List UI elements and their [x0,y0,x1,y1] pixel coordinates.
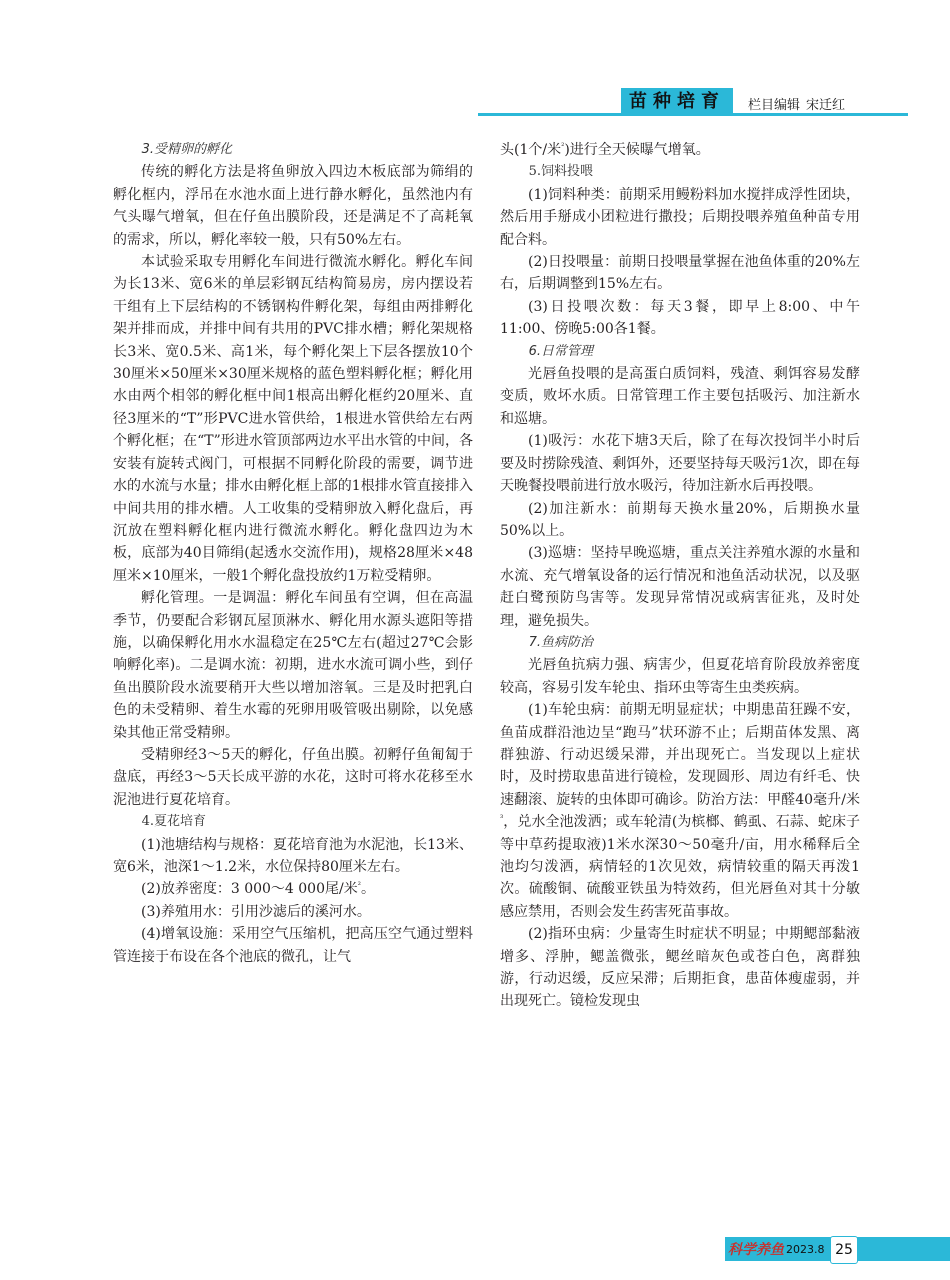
paragraph: 光唇鱼抗病力强、病害少，但夏花培育阶段放养密度较高，容易引发车轮虫、指环虫等寄生虫类疾病。 [500,657,860,696]
page-number: 25 [830,1236,858,1264]
editor-name: 宋迁红 [806,98,846,113]
paragraph: (2)加注新水：前期每天换水量20%，后期换水量50%以上。 [500,500,860,539]
right-column [500,139,860,1013]
paragraph: 光唇鱼投喂的是高蛋白质饲料，残渣、剩饵容易发酵变质，败坏水质。日常管理工作主要包括吸污、加注新水和巡塘。 [500,366,860,427]
left-column [113,139,473,968]
paragraph: (4)增氧设施：采用空气压缩机，把高压空气通过塑料管连接于布设在各个池底的微孔，让气 [113,926,473,965]
editor-label: 栏目编辑 [748,98,801,113]
column-title: 苗种培育 [621,88,733,116]
column-editor [748,94,845,113]
paragraph: (1)饲料种类：前期采用鳗粉料加水搅拌成浮性团块，然后用手掰成小团粒进行撒投；后期投喂养殖鱼种苗专用配合料。 [500,186,860,248]
section-heading: 4.夏花培育 [141,814,206,830]
paragraph: 受精卵经3～5天的孵化，仔鱼出膜。初孵仔鱼匍匐于盘底，再经3～5天长成平游的水花，这时可将水花移至水泥池进行夏花培育。 [113,746,473,808]
paragraph: (1)池塘结构与规格：夏花培育池为水泥池，长13米、宽6米，池深1～1.2米，水位保持80厘米左右。 [113,836,473,875]
paragraph: 孵化管理。一是调温：孵化车间虽有空调，但在高温季节，仍要配合彩钢瓦屋顶淋水、孵化用水源头遮阳等措施，以确保孵化用水水温稳定在25℃左右(超过27℃会影响孵化率)。二是调水流：初期，进水水流可调小些，到仔鱼出膜阶段水流要稍开大些以增加溶氧。三是及时把乳白色的未受精卵、着生水霉的死卵用吸管吸出剔除，以免感染其他正常受精卵。 [113,590,473,741]
paragraph: (1)车轮虫病：前期无明显症状；中期患苗狂躁不安，鱼苗成群沿池边呈“跑马”状环游不止；后期苗体发黑、离群独游、行动迟缓呆滞，并出现死亡。当发现以上症状时，及时捞取患苗进行镜检，发现圆形、周边有纤毛、快速翻滚、旋转的虫体即可确诊。防治方法：甲醛40毫升/米$^{^3}$，兑水全池泼洒；或车轮清(为槟榔、鹤虱、石蒜、蛇床子等中草药提取液)1米水深30～50毫升/亩，用水稀释后全池均匀泼洒，病情轻的1次见效，病情较重的隔天再泼1次。硫酸铜、硫酸亚铁虽为特效药，但光唇鱼对其十分敏感应禁用，否则会发生药害死苗事故。 [500,702,860,920]
section-heading: 3.受精卵的孵化 [141,142,232,157]
section-heading: 6.日常管理 [528,343,593,359]
section-heading: 5.饲料投喂 [528,164,593,180]
paragraph: 本试验采取专用孵化车间进行微流水孵化。孵化车间为长13米、宽6米的单层彩钢瓦结构简易房，房内摆设若干组有上下层结构的不锈钢构件孵化架，每组由两排孵化架并排而成，并排中间有共用的PVC排水槽；孵化架规格长3米、宽0.5米、高1米，每个孵化架上下层各摆放10个30厘米×50厘米×30厘米规格的蓝色塑料孵化框；孵化用水由两个相邻的孵化框中间1根高出孵化框约20厘米、直径3厘米的“T”形PVC进水管供给，1根进水管供给左右两个孵化框；在“T”形进水管顶部两边水平出水管的中间，各安装有旋转式阀门，可根据不同孵化阶段的需要，调节进水的水流与水量；排水由孵化框上部的1根排水管直接排入中间共用的排水槽。人工收集的受精卵放入孵化盘后，再沉放在塑料孵化框内进行微流水孵化。孵化盘四边为木板，底部为40目筛绢(起透水交流作用)，规格28厘米×48厘米×10厘米，一般1个孵化盘投放约1万粒受精卵。 [113,254,473,584]
paragraph: (3)巡塘：坚持早晚巡塘，重点关注养殖水源的水量和水流、充气增氧设备的运行情况和池鱼活动状况，以及驱赶白鹭预防鸟害等。发现异常情况或病害征兆，及时处理，避免损失。 [500,545,860,629]
paragraph: 头(1个/米$^{^2}$)进行全天候曝气增氧。 [500,141,710,158]
section-heading: 7.鱼病防治 [528,634,593,650]
paragraph: (2)日投喂量：前期日投喂量掌握在池鱼体重的20%左右，后期调整到15%左右。 [500,254,860,293]
paragraph: (3)日投喂次数：每天3餐，即早上8:00、中午11:00、傍晚5:00各1餐。 [500,298,860,338]
paragraph: (1)吸污：水花下塘3天后，除了在每次投饲半小时后要及时捞除残渣、剩饵外，还要坚持每天吸污1次，即在每天晚餐投喂前进行放水吸污，待加注新水后再投喂。 [500,433,860,495]
paragraph: 传统的孵化方法是将鱼卵放入四边木板底部为筛绢的孵化框内，浮吊在水池水面上进行静水孵化，虽然池内有气头曝气增氧，但在仔鱼出膜阶段，还是满足不了高耗氧的需求，所以，孵化率较一般，只有50%左右。 [113,164,473,248]
issue-number: 2023.8 [786,1243,825,1256]
magazine-logo: 科学养鱼 [728,1242,784,1258]
paragraph: (3)养殖用水：引用沙滤后的溪河水。 [141,903,371,920]
paragraph: (2)指环虫病：少量寄生时症状不明显；中期鳃部黏液增多、浮肿，鳃盖微张，鳃丝暗灰色或苍白色，离群独游，行动迟缓，反应呆滞；后期拒食，患苗体瘦虚弱，并出现死亡。镜检发现虫 [500,926,860,1010]
paragraph: (2)放养密度：3 000～4 000尾/米$^{^2}$。 [141,880,375,898]
